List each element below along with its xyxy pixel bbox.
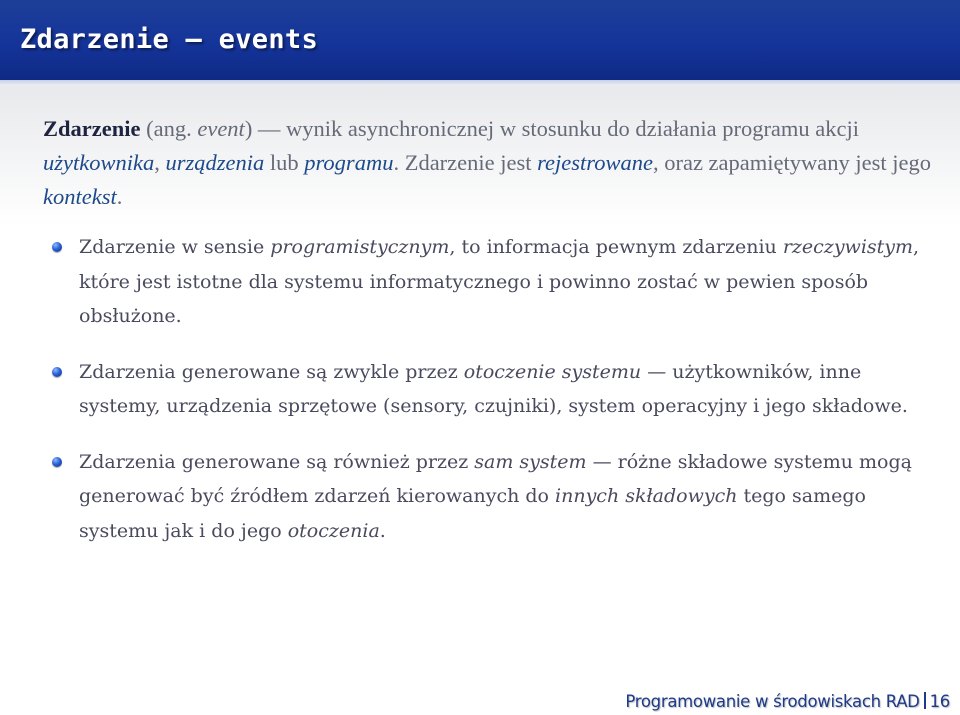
intro-paragraph: [43, 112, 943, 214]
bullet-text: sam system: [474, 450, 587, 473]
bullet-text: programistycznym: [270, 236, 450, 258]
bullet-text: , które jest istotne dla systemu informatycznego i powinno zostać w pewien sposób obsłużone.: [79, 236, 920, 327]
bullet-text: .: [379, 519, 386, 542]
bullet-item: [52, 230, 942, 334]
intro-text: ) — wynik asynchronicznej w stosunku do działania programu akcji: [244, 116, 860, 141]
intro-english-term: event: [197, 116, 245, 141]
bullet-text: — użytkowników, inne systemy, urządzenia sprzętowe (sensory, czujniki), system operacyjny i jego składowe.: [79, 360, 908, 417]
bullet-icon: [52, 457, 62, 467]
bullet-text: innych składowych: [555, 485, 738, 507]
intro-user: użytkownika: [43, 150, 155, 175]
page-number: 16: [929, 692, 950, 711]
intro-text: , oraz zapamiętywany jest jego: [652, 150, 931, 175]
footer-course: Programowanie w środowiskach RAD: [625, 692, 920, 711]
bullet-icon: [52, 367, 62, 377]
bullet-text: rzeczywistym: [782, 236, 914, 258]
intro-device: urządzenia: [165, 150, 265, 175]
bullet-list: [52, 230, 942, 569]
intro-registered: rejestrowane: [537, 150, 653, 175]
intro-text: (ang.: [140, 116, 198, 141]
bullet-text: otoczenia: [287, 519, 380, 542]
intro-program: programu: [304, 150, 394, 175]
slide-title: Zdarzenie — events: [20, 24, 318, 55]
intro-text: . Zdarzenie jest: [393, 150, 538, 175]
footer: [625, 692, 950, 711]
bullet-item: [52, 445, 942, 549]
bullet-item: [52, 355, 942, 424]
bullet-text: Zdarzenia generowane są zwykle przez: [79, 360, 464, 383]
footer-separator: [924, 692, 926, 709]
bullet-text: Zdarzenie w sensie: [79, 236, 271, 258]
bullet-text: Zdarzenia generowane są również przez: [79, 450, 475, 473]
intro-term: Zdarzenie: [43, 116, 141, 141]
intro-text: lub: [264, 150, 305, 175]
bullet-text: — różne składowe systemu mogą generować być źródłem zdarzeń kierowanych do: [79, 450, 912, 507]
bullet-text: tego samego systemu jak i do jego: [79, 485, 866, 542]
intro-context: kontekst: [43, 184, 117, 209]
intro-text: ,: [154, 150, 166, 175]
intro-text: .: [116, 184, 123, 209]
bullet-text: , to informacja pewnym zdarzeniu: [449, 236, 783, 258]
bullet-icon: [52, 242, 62, 252]
bullet-text: otoczenie systemu: [463, 360, 642, 383]
